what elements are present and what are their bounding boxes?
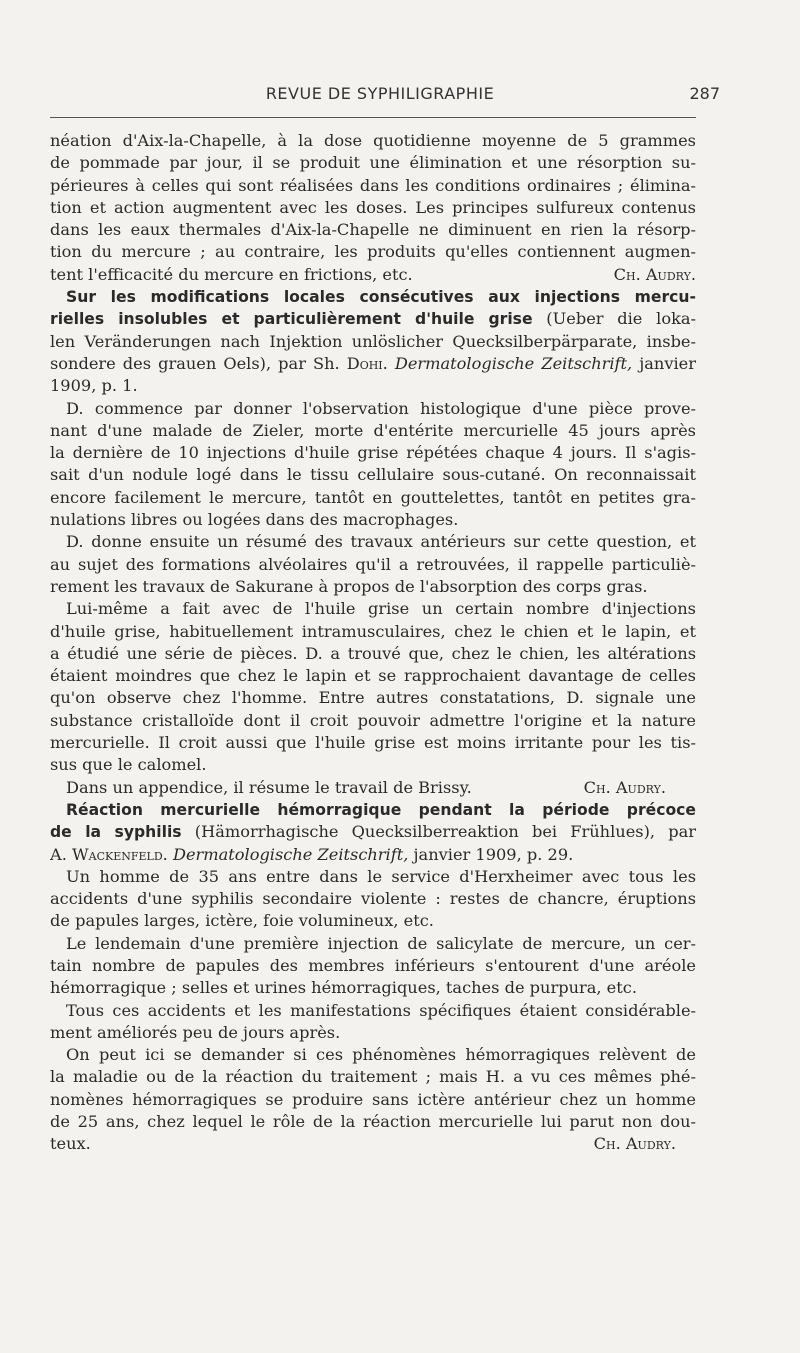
running-head (50, 84, 720, 114)
heading-line (50, 308, 696, 330)
header-rule (50, 117, 696, 118)
text-line: de papules larges, ictère, foie volumineux, etc. (50, 911, 434, 931)
heading-line (50, 821, 696, 843)
german-title: (Ueber die loka- (546, 309, 696, 329)
article-title: Réaction mercurielle hémorragique pendant la période précoce (66, 800, 696, 819)
text-line: On peut ici se demander si ces phénomènes hémorragiques relèvent de (66, 1045, 696, 1065)
paragraph (50, 777, 696, 799)
article-heading-2 (50, 799, 696, 866)
text-line: accidents d'une syphilis secondaire violente : restes de chancre, éruptions (50, 889, 696, 909)
text-line: len Veränderungen nach Injektion unlöslicher Quecksilberpärparate, insbe- (50, 331, 696, 351)
text-line: a étudié une série de pièces. D. a trouvé que, chez le chien, les altérations (50, 643, 696, 663)
text-line-last (50, 1133, 696, 1155)
text-line: au sujet des formations alvéolaires qu'il a retrouvées, il rappelle particuliè- (50, 554, 696, 574)
text-line (50, 844, 696, 866)
text-fragment: sondere des grauen Oels), par Sh. (50, 353, 340, 373)
text-line: de pommade par jour, il se produit une élimination et une résorption su- (50, 153, 696, 173)
author-name: Wackenfeld. (72, 844, 168, 864)
text-fragment: Dans un appendice, il résume le travail de Brissy. (66, 777, 472, 797)
text-line (50, 353, 696, 375)
signature: Ch. Audry. (593, 1134, 676, 1154)
text-line: néation d'Aix-la-Chapelle, à la dose quotidienne moyenne de 5 grammes (50, 131, 696, 150)
text-line: qu'on observe chez l'homme. Entre autres constatations, D. signale une (50, 688, 696, 708)
text-line: 1909, p. 1. (50, 376, 138, 396)
page-body (50, 130, 696, 1156)
heading-line (50, 286, 696, 308)
text-fragment: tent l'efficacité du mercure en frictions, etc. (50, 264, 413, 284)
signature: Ch. Audry. (583, 777, 666, 797)
paragraph (50, 398, 696, 532)
paragraph-continuation (50, 130, 696, 286)
article-heading-1 (50, 286, 696, 397)
text-line: dans les eaux thermales d'Aix-la-Chapelle ne diminuent en rien la résorp- (50, 220, 696, 240)
text-line: hémorragique ; selles et urines hémorragiques, taches de purpura, etc. (50, 978, 637, 998)
text-line: ment améliorés peu de jours après. (50, 1022, 341, 1042)
article-title-cont: de la syphilis (50, 823, 182, 842)
text-line: périeures à celles qui sont réalisées dans les conditions ordinaires ; élimina- (50, 175, 696, 195)
text-fragment: A. (50, 844, 67, 864)
author-name: Dohi. (346, 353, 388, 373)
text-line: tion et action augmentent avec les doses. Les principes sulfureux contenus (50, 197, 696, 217)
text-line: d'huile grise, habituellement intramusculaires, chez le chien et le lapin, et (50, 621, 696, 641)
article-title-cont: rielles insolubles et particulièrement d'huile grise (50, 310, 533, 329)
text-line: tain nombre de papules des membres inférieurs s'entourent d'une aréole (50, 955, 696, 975)
signature: Ch. Audry. (613, 264, 696, 284)
text-fragment: janvier (639, 353, 696, 373)
text-line: tion du mercure ; au contraire, les produits qu'elles contiennent augmen- (50, 242, 696, 262)
paragraph (50, 531, 696, 598)
text-line: nomènes hémorragiques se produire sans ictère antérieur chez un homme (50, 1089, 696, 1109)
text-line: Lui-même a fait avec de l'huile grise un certain nombre d'injections (66, 599, 696, 619)
text-line: de 25 ans, chez lequel le rôle de la réaction mercurielle lui parut non dou- (50, 1112, 696, 1132)
text-line: la dernière de 10 injections d'huile grise répétées chaque 4 jours. Il s'agis- (50, 443, 696, 463)
paragraph (50, 1044, 696, 1155)
running-title: REVUE DE SYPHILIGRAPHIE (265, 84, 495, 103)
text-line: rement les travaux de Sakurane à propos de l'absorption des corps gras. (50, 576, 648, 596)
paragraph (50, 598, 696, 776)
text-line: nulations libres ou logées dans des macrophages. (50, 510, 459, 530)
paragraph (50, 866, 696, 933)
text-line: mercurielle. Il croit aussi que l'huile grise est moins irritante pour les tis- (50, 733, 696, 753)
text-line: nant d'une malade de Zieler, morte d'entérite mercurielle 45 jours après (50, 420, 696, 440)
text-line: D. donne ensuite un résumé des travaux antérieurs sur cette question, et (66, 532, 696, 552)
text-fragment: janvier 1909, p. 29. (413, 844, 574, 864)
text-line: sait d'un nodule logé dans le tissu cellulaire sous-cutané. On reconnaissait (50, 465, 696, 485)
text-line: Tous ces accidents et les manifestations spécifiques étaient considérable- (66, 1000, 696, 1020)
text-line: encore facilement le mercure, tantôt en gouttelettes, tantôt en petites gra- (50, 487, 696, 507)
paragraph (50, 1000, 696, 1045)
text-fragment: teux. (50, 1134, 91, 1154)
page-number: 287 (689, 84, 720, 103)
text-line: Le lendemain d'une première injection de salicylate de mercure, un cer- (66, 933, 696, 953)
journal-name: Dermatologische Zeitschrift, (172, 844, 409, 864)
text-line: Un homme de 35 ans entre dans le service d'Herxheimer avec tous les (66, 866, 696, 886)
text-line: sus que le calomel. (50, 755, 207, 775)
text-line-last (50, 264, 696, 286)
text-line: substance cristalloïde dont il croit pouvoir admettre l'origine et la nature (50, 710, 696, 730)
text-line: la maladie ou de la réaction du traitement ; mais H. a vu ces mêmes phé- (50, 1067, 696, 1087)
article-title: Sur les modifications locales consécutives aux injections mercu- (66, 288, 696, 307)
journal-name: Dermatologische Zeitschrift, (394, 353, 633, 373)
text-line: étaient moindres que chez le lapin et se rapprochaient davantage de celles (50, 666, 696, 686)
paragraph (50, 933, 696, 1000)
text-line-last (50, 777, 696, 799)
heading-line (50, 799, 696, 821)
german-title: (Hämorrhagische Quecksilberreaktion bei Frühlues), par (194, 822, 696, 842)
text-line: D. commence par donner l'observation histologique d'une pièce prove- (66, 398, 696, 418)
